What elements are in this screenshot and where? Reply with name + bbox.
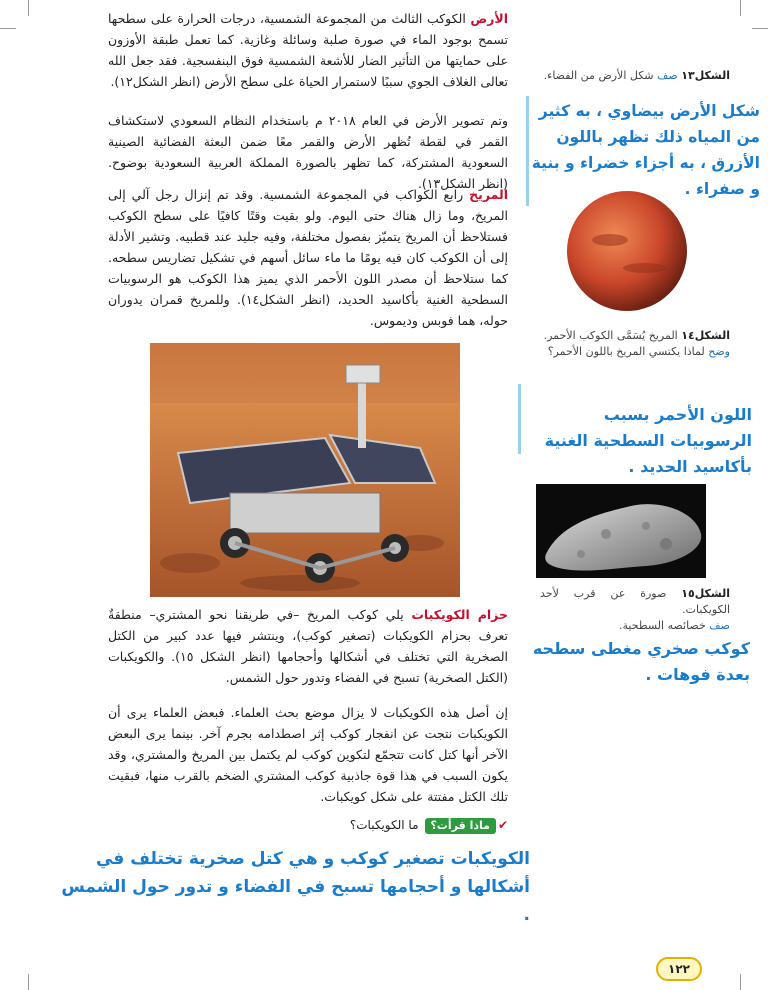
origin-paragraph — [108, 702, 508, 807]
moon-text: وتم تصوير الأرض في العام ٢٠١٨ م باستخدام النظام السعودي لاستكشاف القمر في لقطة تُظهر الأرض والقمر معًا ضمن البعثة الفضائية الصينية السعودية المشتركة، كما تظهر بالصورة المملكة العربية السعودية بوضوح. (انظر الشكل١٣). — [108, 113, 508, 191]
earth-term: الأرض — [470, 11, 508, 26]
moon-paragraph — [108, 110, 508, 194]
crop-mark — [28, 974, 29, 990]
fig14-text: المريخ يُسَمَّى الكوكب الأحمر. — [543, 329, 678, 342]
asteroid-paragraph — [108, 604, 508, 688]
crop-mark — [0, 28, 16, 29]
asteroid-term: حزام الكويكبات — [411, 607, 508, 622]
mars-text: رابع الكواكب في المجموعة الشمسية. وقد تم إنزال رجل آلي إلى المريخ، وما زال هناك حتى اليوم. ولو بقيت وقتًا كافيًا على سطح الكوكب فستلاحظ أن المريخ يتميّز بفصول مختلفة، وفيه جليد عند قطبيه. وتشير الأدلة إلى أن الكوكب كان فيه يومًا ما ماء سائل أسهم في تشكيل تضاريس سطحه. كما ستلاحظ أن مصدر اللون الأحمر الذي يميز هذا الكوكب هو الرسوبيات السطحية الغنية بأكاسيد الحديد، (انظر الشكل١٤). وللمريخ قمران يدوران حوله، هما فوبس وديموس. — [108, 187, 508, 328]
fig13-verb: صف — [657, 69, 678, 82]
earth-text: الكوكب الثالث من المجموعة الشمسية، درجات الحرارة على سطحها تسمح بوجود الماء في صورة صلبة وسائلة وغازية. كما تعمل طبقة الأوزون على حمايتها من التأثير الضار للأشعة الشمسية فوق البنفسجية. فقد جعل الله تعالى الغلاف الجوي سببًا لاستمرار الحياة على سطح الأرض (انظر الشكل١٢). — [108, 11, 508, 89]
fig14-label: الشكل١٤ — [681, 329, 730, 342]
fig13-caption — [540, 68, 730, 84]
fig15-caption — [540, 586, 730, 634]
reading-check-question: ما الكويكبات؟ — [349, 818, 419, 832]
crop-mark — [752, 28, 768, 29]
mars-term: المريخ — [469, 187, 508, 202]
fig14-caption — [540, 328, 730, 360]
crop-mark — [740, 974, 741, 990]
earth-paragraph — [108, 8, 508, 92]
asteroid-icon — [536, 484, 706, 578]
mars-rover-photo — [150, 343, 460, 597]
reading-check-answer: الكويكبات تصغير كوكب و هي كتل صخرية تختلف في أشكالها و أحجامها تسبح في الفضاء و تدور حول الشمس . — [61, 849, 530, 925]
fig15-text: صورة عن قرب لأحد الكويكبات. — [540, 587, 730, 616]
fig14-answer: اللون الأحمر بسبب الرسوبيات السطحية الغنية بأكاسيد الحديد . — [544, 405, 752, 476]
fig13-label: الشكل١٣ — [681, 69, 730, 82]
reading-check — [300, 818, 508, 834]
mars-icon — [560, 190, 694, 312]
page-number: ١٢٢ — [656, 957, 702, 981]
mars-planet-image — [560, 190, 694, 312]
fig13-text: شكل الأرض من الفضاء. — [543, 69, 654, 82]
fig15-verb: صف — [709, 619, 730, 632]
crop-mark — [740, 0, 741, 16]
asteroid-image — [536, 484, 706, 578]
rover-illustration — [150, 343, 460, 597]
fig14-verb: وضح — [708, 345, 730, 358]
asteroid-text: يلي كوكب المريخ –في طريقنا نحو المشتري– منطقةٌ تعرف بحزام الكويكبات (تصغير كوكب)، وينتشر فيها عدد كبير من الكتل الصخرية التي تختلف في أشكالها وأحجامها (انظر الشكل ١٥). والكويكبات (الكتل الصخرية) تسبح في الفضاء وتدور حول الشمس. — [108, 607, 508, 685]
fig13-answer: شكل الأرض بيضاوي ، به كثير من المياه ذلك تظهر باللون الأزرق ، به أجزاء خضراء و بنية و صفراء . — [531, 102, 760, 198]
fig15-answer: كوكب صخري مغطى سطحه بعدة فوهات . — [532, 639, 750, 684]
fig15-question: خصائصه السطحية. — [619, 619, 706, 632]
mars-paragraph — [108, 184, 508, 331]
crop-mark — [28, 0, 29, 16]
fig15-label: الشكل١٥ — [681, 587, 730, 600]
checkmark-icon: ✔ — [497, 818, 508, 832]
reading-check-badge: ماذا قرأت؟ — [425, 818, 496, 834]
fig14-question: لماذا يكتسي المريخ باللون الأحمر؟ — [547, 345, 705, 358]
origin-text: إن أصل هذه الكويكبات لا يزال موضع بحث العلماء. فبعض العلماء يرى أن الكويكبات نتجت عن انفجار كوكب إثر اصطدامه بجرم آخر. بينما يرى البعض الآخر أنها كتل كانت تتجمّع لتكوين كوكب لم يكتمل بين المريخ والمشتري، وقد يكون السبب في هذا قوة جاذبية كوكب المشتري الضخم بالقرب منها، فبقيت تلك الكتل مفتتة على شكل كويكبات. — [108, 705, 508, 804]
